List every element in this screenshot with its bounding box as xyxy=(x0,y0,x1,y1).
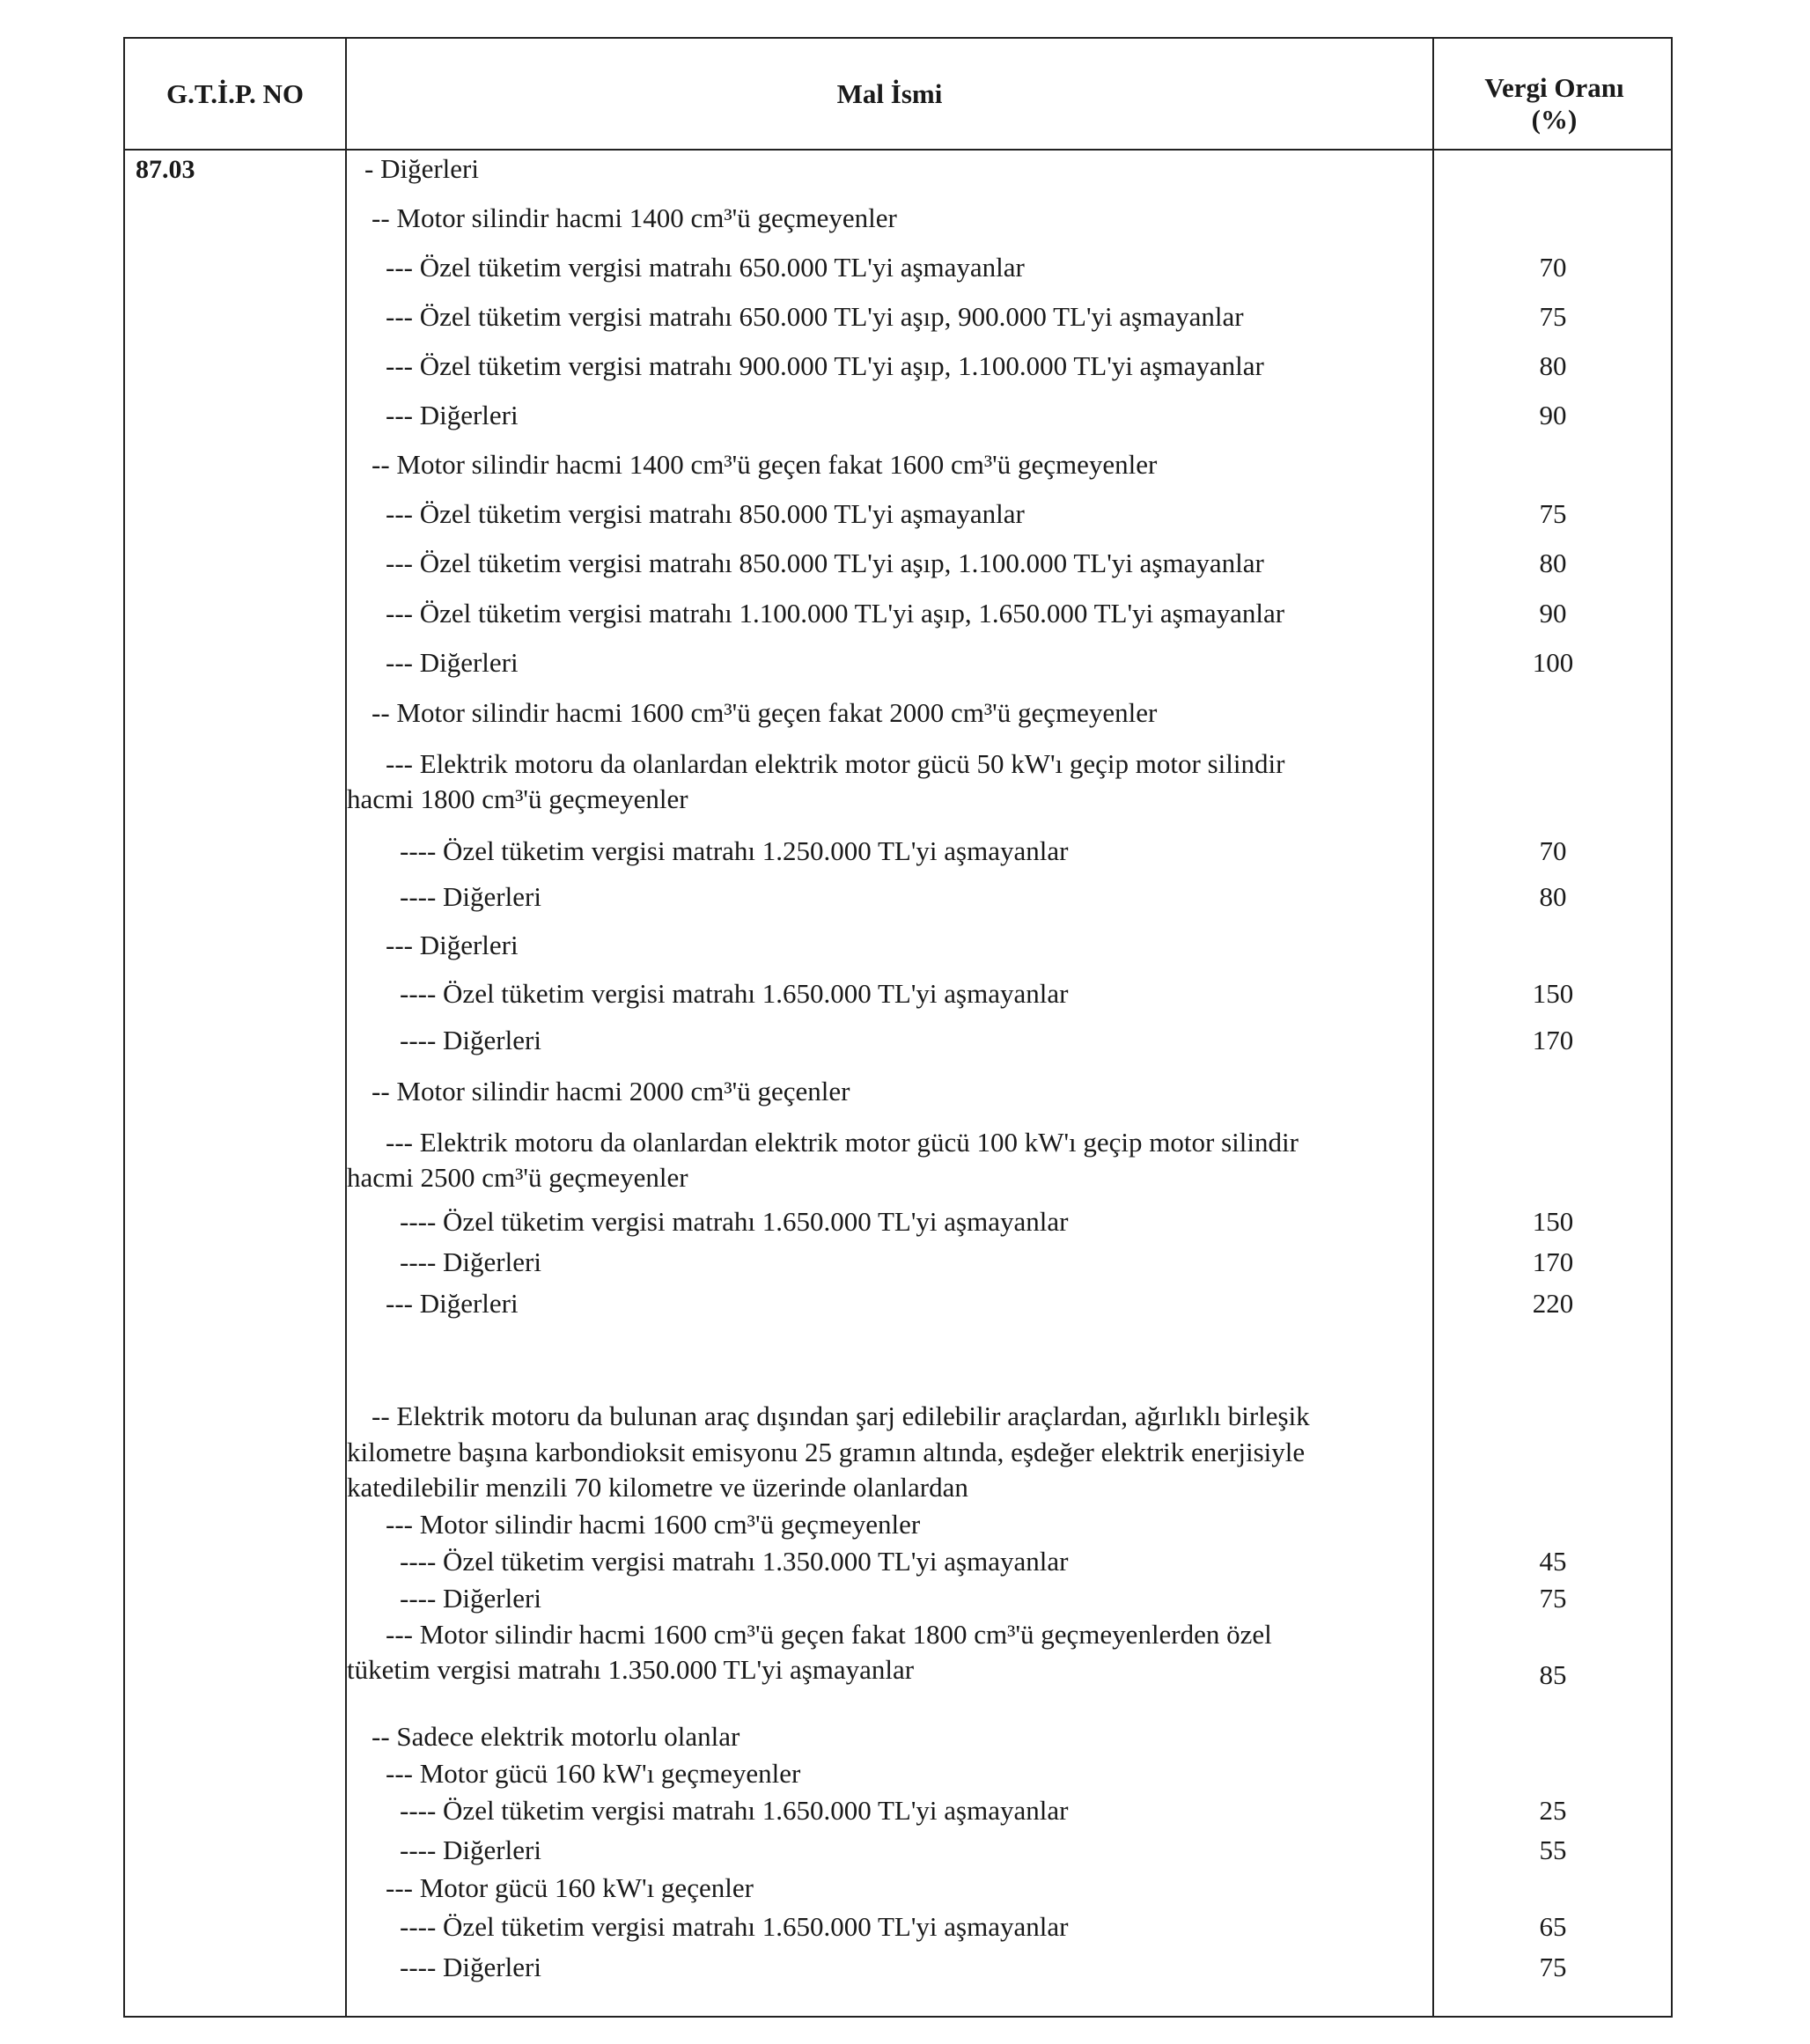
tax-rate: 80 xyxy=(1539,548,1567,578)
tax-rate: 55 xyxy=(1539,1834,1567,1865)
goods-description: ---- Özel tüketim vergisi matrahı 1.650.000 TL'yi aşmayanlar xyxy=(400,978,1069,1009)
goods-description: ---- Özel tüketim vergisi matrahı 1.650.000 TL'yi aşmayanlar xyxy=(400,1911,1069,1942)
goods-description: --- Özel tüketim vergisi matrahı 650.000 TL'yi aşmayanlar xyxy=(386,252,1025,283)
goods-description: --- Elektrik motoru da olanlardan elektrik motor gücü 100 kW'ı geçip motor silindir xyxy=(386,1127,1299,1158)
goods-description: --- Motor gücü 160 kW'ı geçmeyenler xyxy=(386,1758,801,1789)
header-gtip-no: G.T.İ.P. NO xyxy=(166,77,304,109)
goods-description: --- Özel tüketim vergisi matrahı 850.000 TL'yi aşıp, 1.100.000 TL'yi aşmayanlar xyxy=(386,548,1264,578)
tax-rate: 70 xyxy=(1539,252,1567,283)
tax-rate: 70 xyxy=(1539,835,1567,866)
goods-description: --- Motor gücü 160 kW'ı geçenler xyxy=(386,1872,754,1903)
goods-description: --- Diğerleri xyxy=(386,930,519,960)
header-divider xyxy=(125,149,1671,151)
tax-rate: 150 xyxy=(1532,978,1574,1009)
header-vergi-orani xyxy=(1434,39,1674,149)
goods-description: hacmi 2500 cm³'ü geçmeyenler xyxy=(347,1162,688,1193)
header-vergi-orani-label: Vergi Oranı xyxy=(1484,71,1624,103)
tax-rate: 150 xyxy=(1532,1206,1574,1237)
header-mal-ismi: Mal İsmi xyxy=(836,77,943,109)
tax-rate: 100 xyxy=(1532,647,1574,678)
goods-description: --- Diğerleri xyxy=(386,400,519,430)
tax-rate: 220 xyxy=(1532,1288,1574,1319)
goods-description: -- Motor silindir hacmi 1400 cm³'ü geçmeyenler xyxy=(372,202,897,233)
goods-description: ---- Diğerleri xyxy=(400,881,541,912)
goods-description: ---- Diğerleri xyxy=(400,1246,541,1277)
goods-description: -- Motor silindir hacmi 1400 cm³'ü geçen fakat 1600 cm³'ü geçmeyenler xyxy=(372,449,1158,480)
tax-rate: 85 xyxy=(1539,1659,1567,1690)
goods-description: --- Diğerleri xyxy=(386,647,519,678)
goods-description: -- Sadece elektrik motorlu olanlar xyxy=(372,1721,740,1752)
goods-description: --- Motor silindir hacmi 1600 cm³'ü geçmeyenler xyxy=(386,1509,921,1540)
tax-rate: 90 xyxy=(1539,400,1567,430)
tax-rate: 80 xyxy=(1539,350,1567,381)
tax-rate: 75 xyxy=(1539,1952,1567,1982)
goods-description: ---- Diğerleri xyxy=(400,1583,541,1614)
tax-rate: 25 xyxy=(1539,1795,1567,1826)
tax-rate: 170 xyxy=(1532,1025,1574,1055)
goods-description: ---- Diğerleri xyxy=(400,1025,541,1055)
goods-description: --- Motor silindir hacmi 1600 cm³'ü geçen fakat 1800 cm³'ü geçmeyenlerden özel xyxy=(386,1619,1272,1650)
tax-rate: 65 xyxy=(1539,1911,1567,1942)
goods-description: --- Özel tüketim vergisi matrahı 900.000 TL'yi aşıp, 1.100.000 TL'yi aşmayanlar xyxy=(386,350,1264,381)
tax-rate: 75 xyxy=(1539,1583,1567,1614)
goods-description: --- Elektrik motoru da olanlardan elektrik motor gücü 50 kW'ı geçip motor silindir xyxy=(386,748,1285,779)
tax-rate: 45 xyxy=(1539,1546,1567,1577)
goods-description: ---- Diğerleri xyxy=(400,1834,541,1865)
goods-description: -- Motor silindir hacmi 2000 cm³'ü geçenler xyxy=(372,1076,850,1107)
goods-description: kilometre başına karbondioksit emisyonu 25 gramın altında, eşdeğer elektrik enerjisiyle xyxy=(347,1437,1306,1467)
tax-rate: 80 xyxy=(1539,881,1567,912)
goods-description: ---- Özel tüketim vergisi matrahı 1.650.000 TL'yi aşmayanlar xyxy=(400,1206,1069,1237)
tariff-table xyxy=(123,37,1673,2018)
gtip-code: 87.03 xyxy=(136,155,195,184)
tax-rate: 170 xyxy=(1532,1246,1574,1277)
goods-description: -- Elektrik motoru da bulunan araç dışından şarj edilebilir araçlardan, ağırlıklı birleşik xyxy=(372,1401,1310,1431)
goods-description: ---- Özel tüketim vergisi matrahı 1.350.000 TL'yi aşmayanlar xyxy=(400,1546,1069,1577)
goods-description: tüketim vergisi matrahı 1.350.000 TL'yi aşmayanlar xyxy=(347,1654,915,1685)
goods-description: katedilebilir menzili 70 kilometre ve üzerinde olanlardan xyxy=(347,1472,968,1503)
goods-description: --- Özel tüketim vergisi matrahı 850.000 TL'yi aşmayanlar xyxy=(386,498,1025,529)
goods-description: ---- Diğerleri xyxy=(400,1952,541,1982)
tax-rate: 75 xyxy=(1539,498,1567,529)
tax-rate: 75 xyxy=(1539,301,1567,332)
goods-description: --- Özel tüketim vergisi matrahı 650.000 TL'yi aşıp, 900.000 TL'yi aşmayanlar xyxy=(386,301,1244,332)
goods-description: ---- Özel tüketim vergisi matrahı 1.250.000 TL'yi aşmayanlar xyxy=(400,835,1069,866)
goods-description: ---- Özel tüketim vergisi matrahı 1.650.000 TL'yi aşmayanlar xyxy=(400,1795,1069,1826)
tax-rate: 90 xyxy=(1539,598,1567,629)
goods-description: -- Motor silindir hacmi 1600 cm³'ü geçen fakat 2000 cm³'ü geçmeyenler xyxy=(372,697,1158,728)
header-vergi-orani-unit: (%) xyxy=(1531,103,1578,135)
goods-description: --- Diğerleri xyxy=(386,1288,519,1319)
goods-description: hacmi 1800 cm³'ü geçmeyenler xyxy=(347,783,688,814)
goods-description: --- Özel tüketim vergisi matrahı 1.100.000 TL'yi aşıp, 1.650.000 TL'yi aşmayanlar xyxy=(386,598,1285,629)
goods-description: - Diğerleri xyxy=(364,153,479,184)
